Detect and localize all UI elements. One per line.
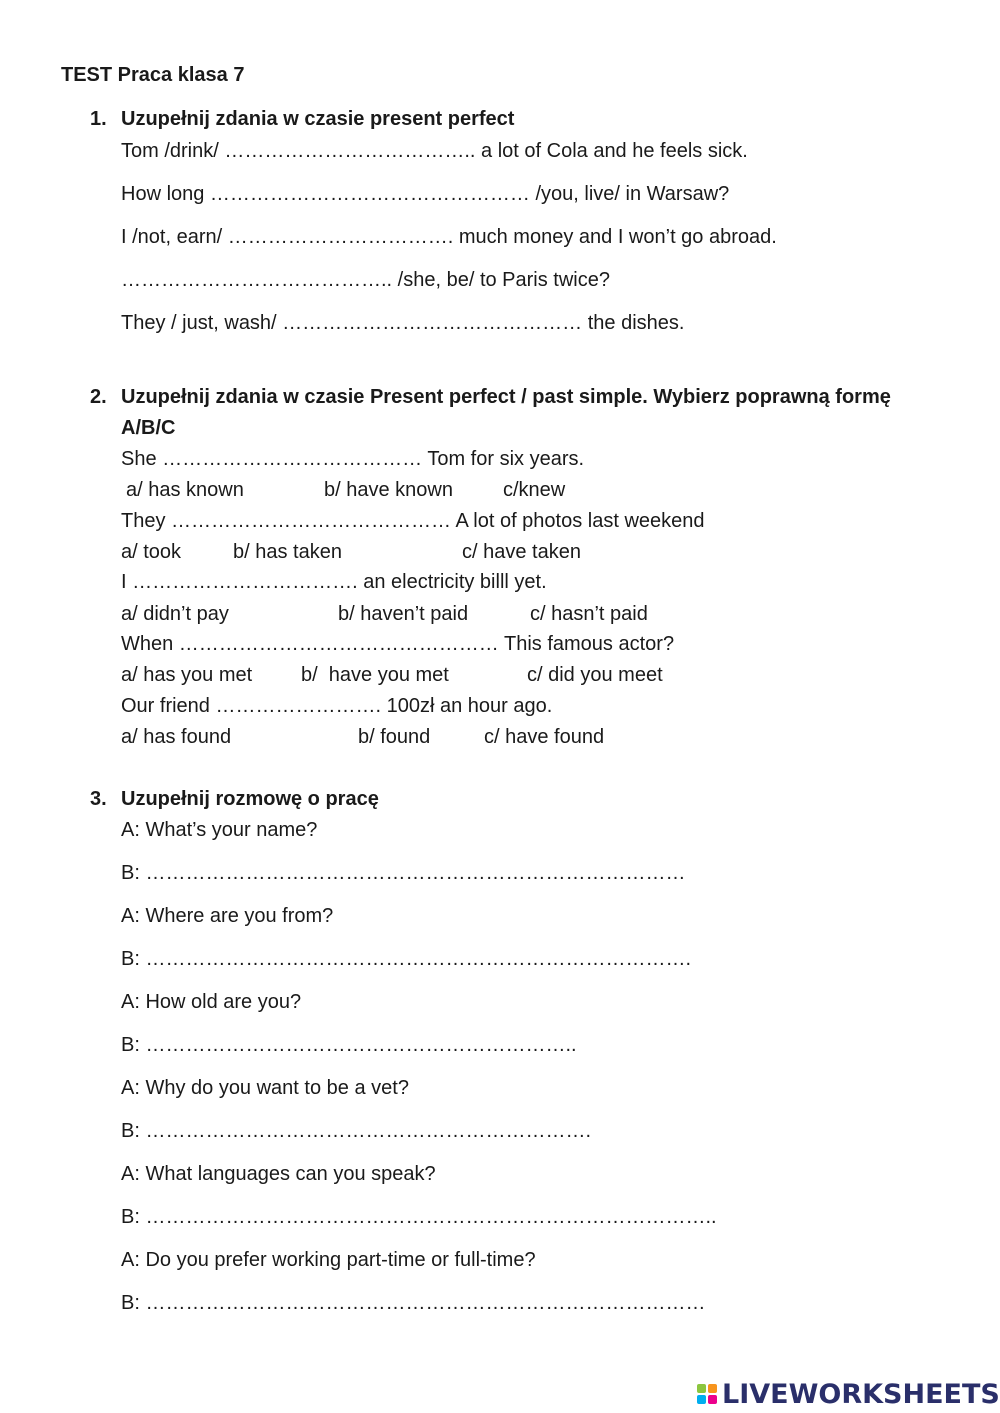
option-a: a/ has you met	[121, 664, 253, 686]
dialogue-question: A: What’s your name?	[121, 819, 318, 841]
option-c: c/knew	[503, 479, 566, 501]
option-c: c/ did you meet	[527, 664, 663, 686]
section-1-line: How long ………………………………………… /you, live/ in Warsaw?	[121, 183, 730, 205]
dialogue-question: A: Why do you want to be a vet?	[121, 1077, 409, 1099]
option-a: a/ didn’t pay	[121, 603, 229, 625]
option-b: b/ found	[358, 726, 431, 748]
dialogue-question: A: What languages can you speak?	[121, 1163, 436, 1185]
section-1-line: I /not, earn/ ……………………………. much money and I won’t go abroad.	[121, 226, 777, 248]
dialogue-answer: B: ………………………………………………………………………	[121, 862, 686, 884]
dialogue-question: A: Where are you from?	[121, 905, 334, 927]
option-c: c/ have taken	[462, 541, 581, 563]
section-1-line: They / just, wash/ ……………………………………… the dishes.	[121, 312, 685, 334]
section-1-line: Tom /drink/ ……………………………….. a lot of Cola and he feels sick.	[121, 140, 748, 162]
dialogue-answer: B: ………………………………………………………….	[121, 1120, 592, 1142]
section-2-number: 2.	[90, 386, 107, 408]
logo-mark-icon	[697, 1384, 717, 1404]
option-a: a/ took	[121, 541, 182, 563]
section-1-number: 1.	[90, 108, 107, 130]
option-b: b/ have you met	[301, 664, 449, 686]
option-b: b/ has taken	[233, 541, 342, 563]
option-b: b/ have known	[324, 479, 453, 501]
dialogue-question: A: How old are you?	[121, 991, 302, 1013]
dialogue-answer: B: …………………………………………………………………………	[121, 1292, 706, 1314]
logo-text: LIVEWORKSHEETS	[722, 1378, 1000, 1410]
option-a: a/ has known	[126, 479, 244, 501]
liveworksheets-logo	[697, 1378, 1000, 1410]
option-a: a/ has found	[121, 726, 232, 748]
question-sentence: I ……………………………. an electricity billl yet.	[121, 571, 547, 593]
section-2-heading-cont: A/B/C	[121, 417, 176, 439]
section-3-heading: Uzupełnij rozmowę o pracę	[121, 788, 379, 810]
logo-square	[697, 1384, 706, 1393]
dialogue-answer: B: …………………………………………………………………………..	[121, 1206, 717, 1228]
logo-square	[697, 1395, 706, 1404]
section-1-heading: Uzupełnij zdania w czasie present perfect	[121, 108, 515, 130]
option-c: c/ hasn’t paid	[530, 603, 648, 625]
question-sentence: Our friend ……………………. 100zł an hour ago.	[121, 695, 553, 717]
section-1-line: ………………………………….. /she, be/ to Paris twice?	[121, 269, 610, 291]
dialogue-answer: B: ……………………………………………………………………….	[121, 948, 692, 970]
section-3-number: 3.	[90, 788, 107, 810]
logo-square	[708, 1384, 717, 1393]
question-sentence: They …………………………………… A lot of photos last weekend	[121, 510, 705, 532]
option-c: c/ have found	[484, 726, 605, 748]
logo-square	[708, 1395, 717, 1404]
worksheet-title: TEST Praca klasa 7	[61, 64, 245, 86]
option-b: b/ haven’t paid	[338, 603, 469, 625]
dialogue-question: A: Do you prefer working part-time or full-time?	[121, 1249, 536, 1271]
dialogue-answer: B: ………………………………………………………..	[121, 1034, 577, 1056]
question-sentence: When ………………………………………… This famous actor?	[121, 633, 675, 655]
section-2-heading: Uzupełnij zdania w czasie Present perfect / past simple. Wybierz poprawną formę	[121, 386, 891, 408]
question-sentence: She ………………………………… Tom for six years.	[121, 448, 585, 470]
